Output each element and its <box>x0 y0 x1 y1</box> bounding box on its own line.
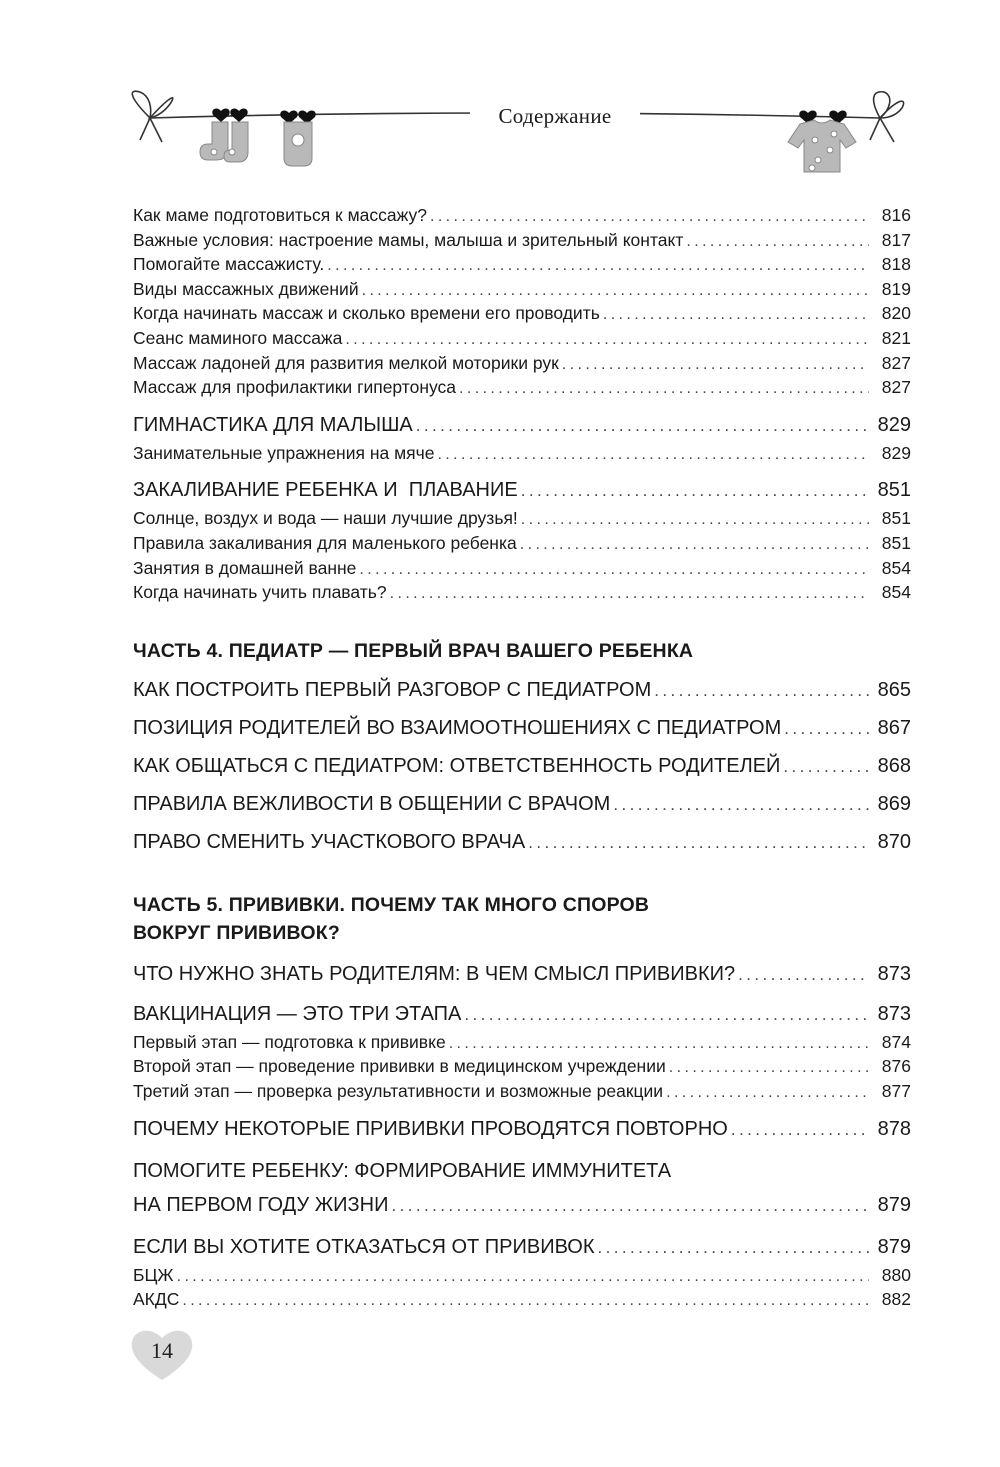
toc-entry-title: Массаж для профилактики гипертонуса <box>133 377 457 398</box>
toc-entry <box>133 1287 911 1312</box>
toc-entry <box>133 580 911 605</box>
toc-entry <box>133 326 911 351</box>
leader-dots <box>416 411 869 441</box>
toc-entry <box>133 1054 911 1079</box>
toc-entry-page: 877 <box>881 1080 911 1101</box>
leader-dots <box>449 1032 869 1057</box>
page-number-badge <box>130 1326 194 1382</box>
toc-entry <box>133 1079 911 1104</box>
toc-entry <box>133 556 911 581</box>
leader-dots <box>521 508 869 533</box>
leader-dots <box>784 714 869 744</box>
toc-entry <box>133 506 911 531</box>
toc-section <box>133 789 911 819</box>
toc-section <box>133 999 911 1029</box>
toc-section-title: ПОЧЕМУ НЕКОТОРЫЕ ПРИВИВКИ ПРОВОДЯТСЯ ПОВТОРНО <box>133 1117 728 1140</box>
toc-entry-title: Помогайте массажисту. <box>133 254 325 275</box>
toc-entry-page: 827 <box>881 352 911 373</box>
toc-entry-page: 851 <box>881 532 911 553</box>
leader-dots <box>686 230 869 255</box>
toc-entry-title: Когда начинать массаж и сколько времени его проводить <box>133 303 600 324</box>
table-of-contents <box>133 203 911 1312</box>
toc-entry-page: 882 <box>881 1289 911 1310</box>
toc-entry-page: 854 <box>881 557 911 578</box>
toc-entry-title: АКДС <box>133 1289 180 1310</box>
toc-entry <box>133 351 911 376</box>
toc-section <box>133 827 911 857</box>
toc-section-page: 870 <box>877 830 911 853</box>
leader-dots <box>562 353 869 378</box>
toc-section-page: 867 <box>877 716 911 739</box>
toc-section-title: ВАКЦИНАЦИЯ — ЭТО ТРИ ЭТАПА <box>133 1002 462 1025</box>
toc-section-page: 879 <box>877 1235 911 1258</box>
leader-dots <box>437 443 869 468</box>
leader-dots <box>390 582 869 607</box>
toc-entry-title: Правила закаливания для маленького ребенка <box>133 532 517 553</box>
toc-section <box>133 410 911 440</box>
toc-entry-page: 819 <box>881 278 911 299</box>
toc-section-page: 879 <box>877 1193 911 1216</box>
left-bow-icon <box>132 91 173 142</box>
toc-entry <box>133 1030 911 1055</box>
right-bow-icon <box>870 92 904 142</box>
page-number: 14 <box>151 1338 173 1363</box>
leader-dots <box>359 558 869 583</box>
toc-section-title: ЗАКАЛИВАНИЕ РЕБЕНКА И ПЛАВАНИЕ <box>133 479 518 502</box>
toc-entry-page: 816 <box>881 205 911 225</box>
leader-dots <box>362 279 869 304</box>
leader-dots <box>783 752 869 782</box>
bib-icon <box>284 122 312 166</box>
leader-dots <box>654 676 869 706</box>
toc-section-page: 865 <box>877 678 911 701</box>
toc-entry-title: Как маме подготовиться к массажу? <box>133 205 427 225</box>
toc-section-title: ГИМНАСТИКА ДЛЯ МАЛЫША <box>133 413 413 436</box>
toc-entry-page: 827 <box>881 377 911 398</box>
toc-section <box>133 751 911 781</box>
toc-entry-title: Когда начинать учить плавать? <box>133 582 387 603</box>
toc-section <box>133 1114 911 1144</box>
part-heading: ЧАСТЬ 4. ПЕДИАТР — ПЕРВЫЙ ВРАЧ ВАШЕГО РЕБЕНКА <box>133 639 694 662</box>
leader-dots <box>459 377 869 402</box>
socks-icon <box>200 122 248 162</box>
toc-entry-page: 854 <box>881 582 911 603</box>
toc-section-title-line: ПОМОГИТЕ РЕБЕНКУ: ФОРМИРОВАНИЕ ИММУНИТЕТА <box>133 1159 672 1182</box>
toc-entry <box>133 441 911 466</box>
leader-dots <box>597 1233 869 1263</box>
leader-dots <box>521 476 869 506</box>
toc-section-title: КАК ОБЩАТЬСЯ С ПЕДИАТРОМ: ОТВЕТСТВЕННОСТЬ РОДИТЕЛЕЙ <box>133 754 781 777</box>
toc-entry <box>133 1263 911 1288</box>
toc-entry-title: БЦЖ <box>133 1264 174 1285</box>
toc-entry-page: 876 <box>881 1056 911 1077</box>
toc-entry-title: Занимательные упражнения на мяче <box>133 442 435 463</box>
tshirt-icon <box>788 120 856 172</box>
toc-entry <box>133 277 911 302</box>
toc-section-title: ПОЗИЦИЯ РОДИТЕЛЕЙ ВО ВЗАИМООТНОШЕНИЯХ С ПЕДИАТРОМ <box>133 716 782 739</box>
leader-dots <box>603 303 869 328</box>
toc-section <box>133 1190 911 1220</box>
toc-section-title: ЕСЛИ ВЫ ХОТИТЕ ОТКАЗАТЬСЯ ОТ ПРИВИВОК <box>133 1235 595 1258</box>
header-title: Содержание <box>470 104 640 129</box>
toc-section-title: ПРАВИЛА ВЕЖЛИВОСТИ В ОБЩЕНИИ С ВРАЧОМ <box>133 792 611 815</box>
toc-entry-title: Сеанс маминого массажа <box>133 327 343 348</box>
toc-section-page: 851 <box>877 479 911 502</box>
toc-entry <box>133 252 911 277</box>
toc-entry-page: 874 <box>881 1031 911 1052</box>
leader-dots <box>669 1056 869 1081</box>
toc-section-title: ЧТО НУЖНО ЗНАТЬ РОДИТЕЛЯМ: В ЧЕМ СМЫСЛ ПРИВИВКИ? <box>133 962 736 985</box>
toc-section <box>133 475 911 505</box>
toc-entry-title: Массаж ладоней для развития мелкой моторики рук <box>133 352 559 373</box>
leader-dots <box>520 533 869 558</box>
toc-section-title: НА ПЕРВОМ ГОДУ ЖИЗНИ <box>133 1193 389 1216</box>
toc-entry <box>133 375 911 400</box>
toc-entry-title: Первый этап — подготовка к прививке <box>133 1031 446 1052</box>
toc-section <box>133 713 911 743</box>
leader-dots <box>613 790 869 820</box>
toc-entry-title: Третий этап — проверка результативности и возможные реакции <box>133 1080 664 1101</box>
toc-entry <box>133 228 911 253</box>
toc-entry-page: 820 <box>881 303 911 324</box>
clothesline-decoration <box>0 0 1000 190</box>
leader-dots <box>666 1081 869 1106</box>
leader-dots <box>528 828 869 858</box>
toc-entry <box>133 301 911 326</box>
toc-section-page: 829 <box>877 413 911 436</box>
toc-entry-title: Второй этап — проведение прививки в медицинском учреждении <box>133 1056 666 1077</box>
leader-dots <box>731 1115 869 1145</box>
leader-dots <box>182 1289 869 1314</box>
toc-entry-title: Виды массажных движений <box>133 278 359 299</box>
toc-section-page: 873 <box>877 1002 911 1025</box>
toc-entry-page: 851 <box>881 508 911 529</box>
leader-dots <box>391 1191 869 1221</box>
toc-section-title: ПРАВО СМЕНИТЬ УЧАСТКОВОГО ВРАЧА <box>133 830 526 853</box>
toc-entry-title: Солнце, воздух и вода — наши лучшие друзья! <box>133 508 518 529</box>
toc-entry-page: 880 <box>881 1264 911 1285</box>
part-heading-line: ЧАСТЬ 5. ПРИВИВКИ. ПОЧЕМУ ТАК МНОГО СПОРОВ <box>133 893 650 916</box>
toc-section <box>133 959 911 989</box>
toc-section-page: 869 <box>877 792 911 815</box>
toc-section <box>133 675 911 705</box>
part-heading <box>133 891 911 947</box>
toc-section-title: КАК ПОСТРОИТЬ ПЕРВЫЙ РАЗГОВОР С ПЕДИАТРОМ <box>133 678 652 701</box>
toc-entry <box>133 203 911 228</box>
leader-dots <box>738 960 869 990</box>
toc-entry <box>133 531 911 556</box>
page-header <box>0 0 1000 190</box>
leader-dots <box>430 205 869 230</box>
toc-entry-page: 817 <box>881 229 911 250</box>
toc-section <box>133 1232 911 1262</box>
leader-dots <box>464 1000 869 1030</box>
toc-entry-page: 821 <box>881 327 911 348</box>
leader-dots <box>345 328 869 353</box>
toc-section-page: 878 <box>877 1117 911 1140</box>
toc-section-page: 868 <box>877 754 911 777</box>
toc-entry-page: 829 <box>881 442 911 463</box>
leader-dots <box>177 1265 869 1290</box>
toc-entry-title: Занятия в домашней ванне <box>133 557 357 578</box>
toc-entry-title: Важные условия: настроение мамы, малыша и зрительный контакт <box>133 229 684 250</box>
part-heading-line: ВОКРУГ ПРИВИВОК? <box>133 921 340 944</box>
toc-section-page: 873 <box>877 962 911 985</box>
leader-dots <box>327 254 869 279</box>
toc-entry-page: 818 <box>881 254 911 275</box>
